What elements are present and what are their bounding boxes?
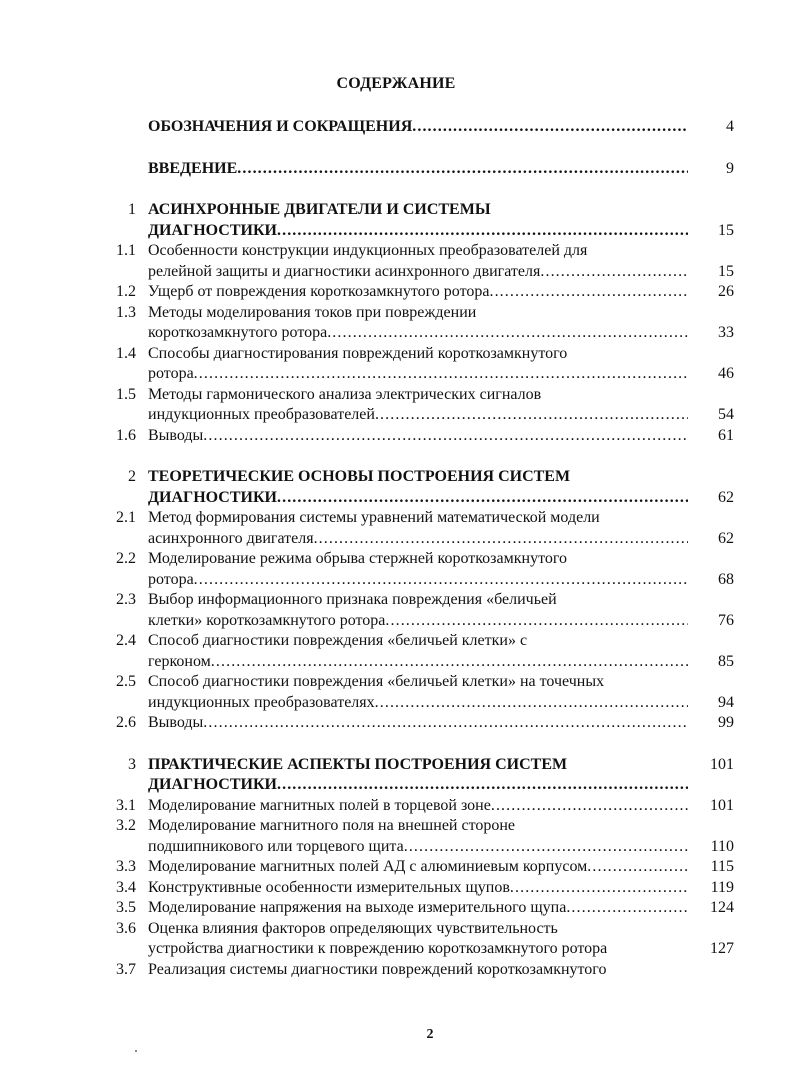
toc-entry[interactable] (0, 344, 792, 385)
toc-entry-text (148, 631, 688, 672)
toc-entry-number: 3.2 (116, 817, 136, 834)
toc-entry-line: Способ диагностики повреждения «беличьей клетки» с (148, 632, 528, 649)
toc-entry-line: Методы гармонического анализа электрических сигналов (148, 385, 542, 403)
toc-entry[interactable] (0, 960, 792, 981)
toc-leader-dots (412, 117, 688, 138)
toc-page-number: 4 (726, 118, 734, 135)
toc-entry-number: 1.5 (116, 385, 136, 403)
toc-entry-number: 2 (128, 468, 136, 485)
toc-entry-text (148, 796, 688, 817)
toc-entry-number: 3.1 (116, 796, 136, 814)
toc-entry-title: ротора (148, 570, 194, 588)
toc-entry-title: ротора (148, 365, 194, 382)
toc-page-number: 54 (718, 406, 734, 423)
toc-entry[interactable] (0, 878, 792, 899)
toc-page-number: 115 (710, 858, 734, 875)
page-title: СОДЕРЖАНИЕ (336, 75, 456, 92)
toc-leader-dots (277, 775, 688, 796)
toc-entry-title: Моделирование напряжения на выходе измерительного щупа (148, 899, 567, 916)
toc-entry[interactable] (0, 508, 792, 549)
toc-entry-number: 1.2 (116, 283, 136, 300)
toc-entry-line: Выбор информационного признака повреждения «беличьей (148, 591, 557, 608)
toc-page-number: 124 (710, 899, 734, 916)
table-of-contents (0, 117, 792, 980)
toc-entry[interactable] (0, 200, 792, 241)
toc-entry-title: индукционных преобразователях (148, 693, 375, 711)
toc-entry-title: Моделирование магнитных полей АД с алюминиевым корпусом (148, 858, 588, 875)
toc-entry-title: устройства диагностики к повреждению короткозамкнутого ротора (148, 940, 608, 957)
toc-entry[interactable] (0, 303, 792, 344)
toc-entry-title: Выводы (148, 426, 204, 444)
toc-leader-dots (203, 713, 688, 734)
toc-entry-number: 1.6 (116, 426, 136, 444)
toc-entry[interactable] (0, 713, 792, 734)
section-gap (0, 734, 792, 755)
toc-entry-line: ПРАКТИЧЕСКИЕ АСПЕКТЫ ПОСТРОЕНИЯ СИСТЕМ (148, 755, 568, 773)
toc-entry[interactable] (0, 857, 792, 878)
toc-entry-text (148, 755, 688, 796)
toc-entry[interactable] (0, 467, 792, 508)
toc-entry-title: ДИАГНОСТИКИ (148, 776, 277, 793)
toc-entry[interactable] (0, 426, 792, 447)
toc-entry-title: асинхронного двигателя (148, 529, 314, 547)
toc-entry-line: Оценка влияния факторов определяющих чувствительность (148, 919, 558, 937)
toc-page-number: 101 (710, 796, 734, 814)
toc-entry[interactable] (0, 159, 792, 180)
toc-entry-text (148, 159, 688, 180)
toc-entry-title: Моделирование магнитных полей в торцевой зоне (148, 796, 491, 814)
toc-entry-text (148, 117, 688, 138)
toc-page-number: 76 (718, 611, 734, 629)
toc-entry-text (148, 282, 688, 303)
toc-entry-number: 2.2 (116, 550, 136, 567)
toc-entry-text (148, 919, 688, 960)
toc-entry-text (148, 960, 688, 981)
toc-entry-number: 3.3 (116, 858, 136, 875)
toc-entry-number: 1.4 (116, 344, 136, 362)
toc-leader-dots (566, 898, 688, 919)
toc-entry-number: 2.1 (116, 509, 136, 526)
toc-page-number: 119 (710, 878, 734, 896)
toc-leader-dots (203, 426, 688, 447)
toc-entry[interactable] (0, 631, 792, 672)
section-gap (0, 446, 792, 467)
toc-entry-number: 1.1 (116, 242, 136, 259)
toc-page-number: 46 (718, 365, 734, 382)
toc-entry-line: ТЕОРЕТИЧЕСКИЕ ОСНОВЫ ПОСТРОЕНИЯ СИСТЕМ (148, 468, 571, 485)
toc-entry-title: индукционных преобразователей (148, 406, 375, 423)
toc-entry[interactable] (0, 117, 792, 138)
toc-entry-number: 3.6 (116, 919, 136, 937)
toc-entry-title: Ущерб от повреждения короткозамкнутого ротора (148, 283, 490, 300)
toc-page-number: 15 (718, 221, 734, 239)
toc-entry-number: 3.4 (116, 878, 136, 896)
toc-entry[interactable] (0, 898, 792, 919)
toc-page-number: 110 (710, 837, 734, 855)
toc-leader-dots (194, 364, 688, 385)
section-gap (0, 179, 792, 200)
toc-page-number: 61 (718, 426, 734, 444)
toc-leader-dots (375, 693, 688, 714)
toc-entry-line: АСИНХРОННЫЕ ДВИГАТЕЛИ И СИСТЕМЫ (148, 201, 491, 218)
toc-page-number: 68 (718, 570, 734, 588)
toc-entry-line: Моделирование магнитного поля на внешней стороне (148, 817, 516, 834)
toc-entry-text (148, 200, 688, 241)
scan-mark (135, 1050, 137, 1052)
toc-leader-dots (587, 857, 688, 878)
toc-entry[interactable] (0, 796, 792, 817)
toc-entry-title: Реализация системы диагностики повреждений короткозамкнутого (148, 960, 607, 978)
toc-entry-number: 2.6 (116, 714, 136, 731)
toc-entry-text (148, 672, 688, 713)
toc-entry-text (148, 898, 688, 919)
toc-entry-number: 1.3 (116, 303, 136, 321)
toc-entry-number: 1 (128, 201, 136, 218)
toc-entry-number: 2.3 (116, 591, 136, 608)
toc-entry[interactable] (0, 672, 792, 713)
toc-entry-number: 3 (128, 755, 136, 773)
toc-entry[interactable] (0, 385, 792, 426)
toc-page-number: 62 (718, 488, 734, 506)
toc-entry-text (148, 385, 688, 426)
toc-entry-line: Способ диагностики повреждения «беличьей клетки» на точечных (148, 673, 605, 690)
toc-entry-text (148, 426, 688, 447)
toc-leader-dots (489, 282, 688, 303)
toc-entry-text (148, 303, 688, 344)
toc-entry[interactable] (0, 282, 792, 303)
toc-entry-text (148, 467, 688, 508)
toc-entry-line: Метод формирования системы уравнений математической модели (148, 509, 600, 526)
toc-entry-text (148, 241, 688, 282)
toc-entry-title: герконом (148, 652, 211, 670)
toc-entry-title: ОБОЗНАЧЕНИЯ И СОКРАЩЕНИЯ (148, 118, 413, 135)
toc-entry-title: ВВЕДЕНИЕ (148, 159, 238, 177)
toc-page-number: 85 (718, 652, 734, 670)
toc-entry-line: Способы диагностирования повреждений короткозамкнутого (148, 344, 568, 362)
toc-entry[interactable] (0, 590, 792, 631)
toc-entry-title: короткозамкнутого ротора (148, 324, 328, 341)
toc-leader-dots (277, 488, 688, 509)
toc-entry-line: Моделирование режима обрыва стержней короткозамкнутого (148, 550, 568, 567)
section-gap (0, 138, 792, 159)
toc-page-number: 94 (718, 693, 734, 711)
toc-leader-dots (491, 796, 688, 817)
toc-entry-title: релейной защиты и диагностики асинхронного двигателя (148, 262, 541, 280)
toc-page-number: 99 (718, 714, 734, 731)
toc-leader-dots (404, 837, 688, 858)
toc-page-number: 9 (726, 159, 734, 177)
toc-entry-line: Методы моделирования токов при повреждении (148, 303, 477, 321)
toc-entry-title: Конструктивные особенности измерительных щупов (148, 878, 510, 896)
toc-entry-text (148, 857, 688, 878)
toc-entry[interactable] (0, 816, 792, 857)
toc-entry-text (148, 816, 688, 857)
toc-leader-dots (510, 878, 688, 899)
toc-entry-text (148, 590, 688, 631)
toc-page-number: 26 (718, 283, 734, 300)
toc-entry-number: 3.7 (116, 960, 136, 978)
toc-page-number: 33 (718, 324, 734, 341)
toc-page-number: 62 (718, 529, 734, 547)
toc-page-number: 15 (718, 262, 734, 280)
toc-leader-dots (237, 159, 688, 180)
toc-entry-title: ДИАГНОСТИКИ (148, 221, 277, 239)
toc-entry-number: 2.5 (116, 673, 136, 690)
toc-entry[interactable] (0, 549, 792, 590)
toc-leader-dots (375, 405, 688, 426)
toc-page-number: 101 (710, 755, 734, 773)
toc-entry-title: Выводы (148, 714, 204, 731)
toc-entry-title: подшипникового или торцевого щита (148, 837, 404, 855)
toc-entry-number: 3.5 (116, 899, 136, 916)
toc-entry-number: 2.4 (116, 632, 136, 649)
toc-entry-text (148, 508, 688, 549)
page-number: 2 (426, 1027, 434, 1042)
toc-leader-dots (211, 652, 688, 673)
toc-entry-title: клетки» короткозамкнутого ротора (148, 611, 386, 629)
toc-entry-title: ДИАГНОСТИКИ (148, 488, 277, 506)
toc-page-number: 127 (710, 940, 734, 957)
toc-entry-line: Особенности конструкции индукционных преобразователей для (148, 242, 588, 259)
toc-entry-text (148, 549, 688, 590)
toc-entry-text (148, 713, 688, 734)
toc-leader-dots (314, 529, 688, 550)
toc-leader-dots (277, 221, 688, 242)
toc-leader-dots (194, 570, 688, 591)
toc-entry-text (148, 344, 688, 385)
toc-entry[interactable] (0, 755, 792, 796)
toc-entry[interactable] (0, 241, 792, 282)
toc-leader-dots (540, 262, 688, 283)
toc-entry-text (148, 878, 688, 899)
toc-leader-dots (327, 323, 688, 344)
toc-entry[interactable] (0, 919, 792, 960)
toc-leader-dots (385, 611, 688, 632)
